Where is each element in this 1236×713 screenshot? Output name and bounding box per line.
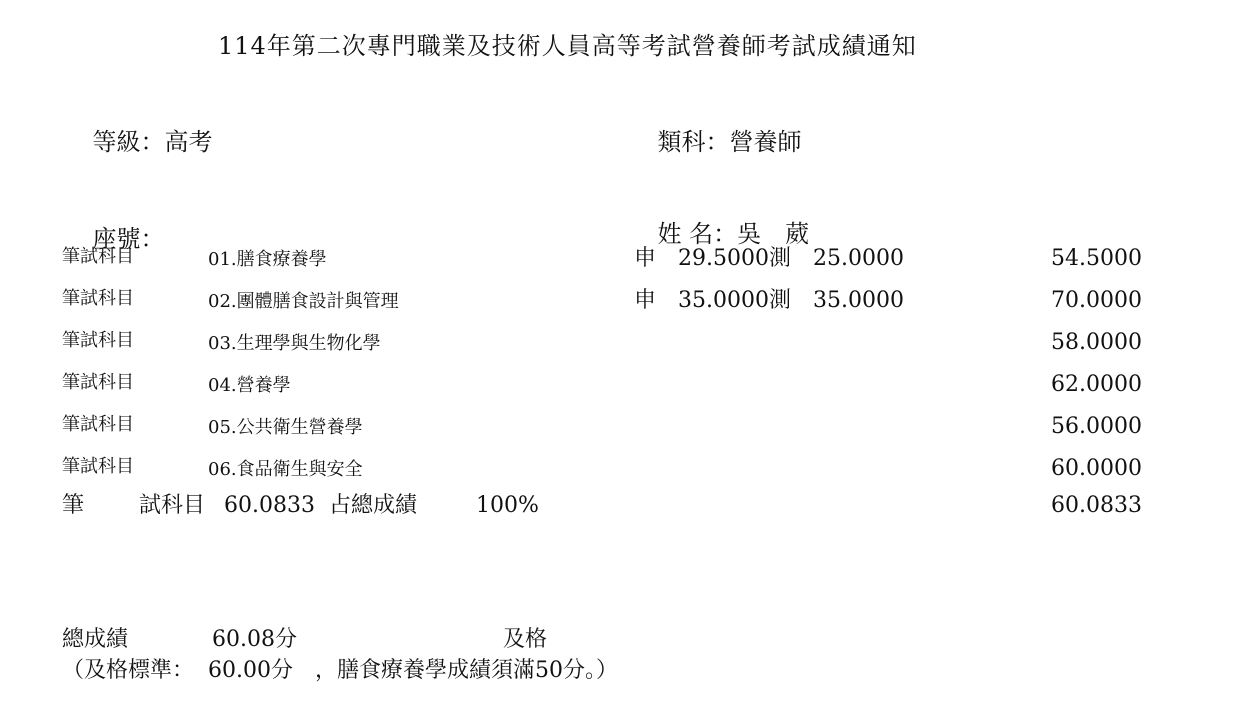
subject-name: 04.營養學 (208, 375, 291, 396)
subject-score: 60.0000 (1051, 456, 1142, 481)
summary-ratio: 100% (476, 493, 539, 518)
summary-ratio-label: 占總成績 (329, 493, 418, 518)
subject-score: 62.0000 (1051, 372, 1142, 397)
subject-name: 05.公共衛生營養學 (208, 417, 363, 438)
subject-type: 筆試科目 (62, 330, 134, 351)
subject-name: 06.食品衛生與安全 (208, 459, 363, 480)
category-value: 營養師 (729, 128, 802, 156)
grade-label: 等級： (92, 128, 165, 156)
grade-value: 高考 (164, 128, 213, 156)
category-label: 類科： (657, 128, 730, 156)
subject-score: 70.0000 (1051, 288, 1142, 313)
subject-type: 筆試科目 (62, 456, 134, 477)
grade-field (62, 106, 213, 178)
subject-type: 筆試科目 (62, 372, 134, 393)
subject-type: 筆試科目 (62, 414, 134, 435)
seat-label: 座號： (92, 225, 165, 253)
subject-type: 筆試科目 (62, 246, 134, 267)
name-value: 吳 葳 (737, 220, 810, 248)
subject-score: 54.5000 (1051, 246, 1142, 271)
summary-weighted-score: 60.0833 (1051, 493, 1142, 518)
subject-name: 02.團體膳食設計與管理 (208, 291, 399, 312)
subject-score: 56.0000 (1051, 414, 1142, 439)
subject-name: 01.膳食療養學 (208, 249, 327, 270)
summary-label-a: 筆 (62, 493, 85, 518)
page-title: 114年第二次專門職業及技術人員高等考試營養師考試成績通知 (218, 32, 917, 60)
subject-name: 03.生理學與生物化學 (208, 333, 381, 354)
name-label: 姓 名： (657, 220, 738, 248)
summary-label-b: 試科目 (139, 493, 206, 518)
summary-average: 60.0833 (224, 493, 315, 518)
pass-result: 及格 (503, 627, 548, 652)
subject-detail: 申 35.0000測 35.0000 (634, 288, 904, 313)
subject-type: 筆試科目 (62, 288, 134, 309)
total-score-label: 總成績 (62, 627, 129, 652)
pass-standard-note: （及格標準： 60.00分 ，膳食療養學成績須滿50分。） (62, 658, 618, 683)
total-score-value: 60.08分 (212, 627, 297, 652)
subject-detail: 申 29.5000測 25.0000 (634, 246, 904, 271)
category-field (627, 106, 802, 178)
subject-score: 58.0000 (1051, 330, 1142, 355)
